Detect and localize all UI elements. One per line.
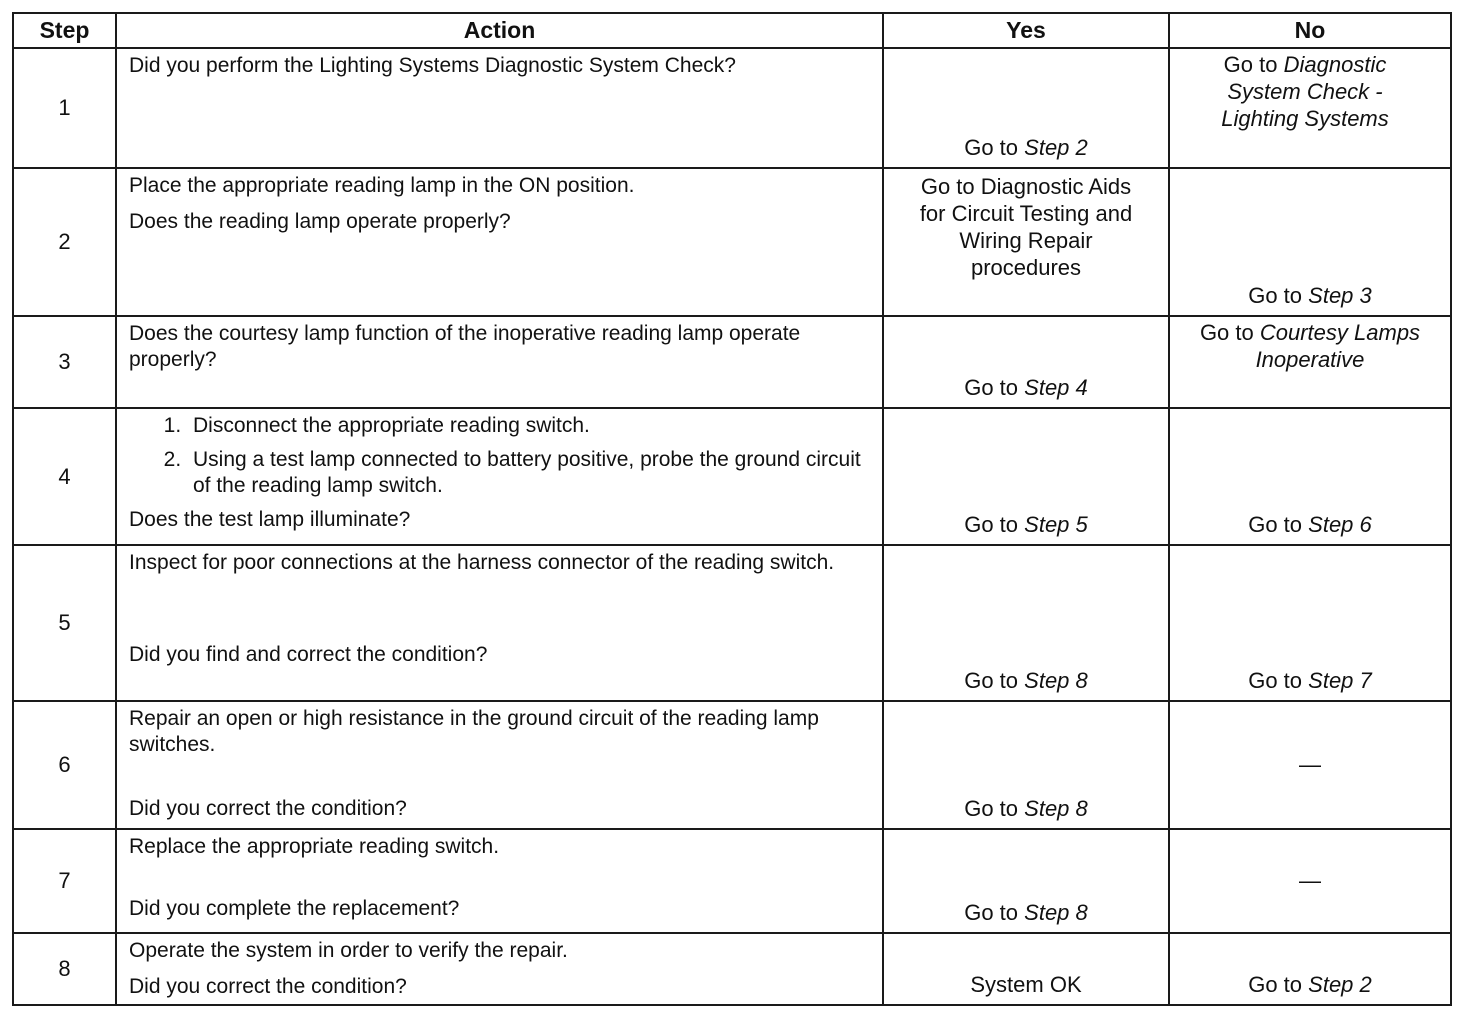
action-cell — [116, 408, 883, 545]
yes-cell — [883, 48, 1169, 168]
yes-prefix: Go to — [964, 375, 1019, 400]
action-question: Does the courtesy lamp function of the inoperative reading lamp operate properly? — [129, 322, 801, 371]
step-number: 8 — [13, 933, 116, 1005]
table-row — [13, 545, 1451, 701]
yes-cell: System OK — [883, 933, 1169, 1005]
no-prefix: Go to — [1248, 512, 1303, 537]
action-instruction: Place the appropriate reading lamp in the ON position. — [129, 174, 635, 197]
no-cell — [1169, 316, 1451, 408]
action-cell — [116, 545, 883, 701]
action-cell — [116, 701, 883, 829]
action-question: Does the test lamp illuminate? — [129, 508, 411, 531]
yes-cell — [883, 316, 1169, 408]
no-ref: Diagnostic System Check - Lighting Systems — [1221, 52, 1389, 131]
no-cell — [1169, 545, 1451, 701]
action-instruction: Repair an open or high resistance in the ground circuit of the reading lamp switches. — [129, 707, 819, 756]
no-cell — [1169, 933, 1451, 1005]
step-number: 7 — [13, 829, 116, 933]
header-action: Action — [116, 13, 883, 48]
no-prefix: Go to — [1248, 668, 1303, 693]
yes-ref: Step 8 — [1024, 668, 1088, 693]
action-cell — [116, 829, 883, 933]
action-question: Did you find and correct the condition? — [129, 643, 488, 666]
action-question: Did you complete the replacement? — [129, 897, 460, 920]
no-prefix: Go to — [1223, 52, 1278, 77]
header-step: Step — [13, 13, 116, 48]
step-number: 5 — [13, 545, 116, 701]
yes-cell — [883, 701, 1169, 829]
step-number: 6 — [13, 701, 116, 829]
no-prefix: Go to — [1248, 283, 1303, 308]
yes-prefix: Go to — [964, 900, 1019, 925]
yes-cell: Go to Diagnostic Aids for Circuit Testing and Wiring Repair procedures — [883, 168, 1169, 316]
no-cell — [1169, 168, 1451, 316]
action-instruction: Replace the appropriate reading switch. — [129, 835, 500, 858]
yes-cell — [883, 408, 1169, 545]
header-row — [13, 13, 1451, 48]
table-row — [13, 933, 1451, 1005]
action-question: Did you correct the condition? — [129, 797, 407, 820]
action-question: Does the reading lamp operate properly? — [129, 210, 511, 233]
action-question: Did you perform the Lighting Systems Diagnostic System Check? — [129, 54, 736, 77]
step-number: 4 — [13, 408, 116, 545]
yes-prefix: Go to — [964, 796, 1019, 821]
table-row — [13, 408, 1451, 545]
no-ref: Courtesy Lamps Inoperative — [1255, 320, 1421, 372]
yes-cell — [883, 829, 1169, 933]
action-cell — [116, 933, 883, 1005]
table-row — [13, 48, 1451, 168]
no-ref: Step 3 — [1308, 283, 1372, 308]
action-cell — [116, 168, 883, 316]
no-ref: Step 2 — [1308, 972, 1372, 997]
yes-ref: Step 2 — [1024, 135, 1088, 160]
table-row — [13, 316, 1451, 408]
action-instruction: Operate the system in order to verify the repair. — [129, 939, 568, 962]
header-no: No — [1169, 13, 1451, 48]
yes-ref: Step 8 — [1024, 796, 1088, 821]
yes-cell — [883, 545, 1169, 701]
yes-prefix: Go to — [964, 668, 1019, 693]
table-row — [13, 701, 1451, 829]
action-cell — [116, 316, 883, 408]
header-yes: Yes — [883, 13, 1169, 48]
yes-ref: Step 4 — [1024, 375, 1088, 400]
yes-prefix: Go to — [964, 135, 1019, 160]
no-cell — [1169, 408, 1451, 545]
action-steps-list — [129, 413, 872, 499]
no-cell: — — [1169, 829, 1451, 933]
no-prefix: Go to — [1199, 320, 1254, 345]
no-ref: Step 7 — [1308, 668, 1372, 693]
no-cell: — — [1169, 701, 1451, 829]
list-item: 1. Disconnect the appropriate reading switch. — [187, 413, 872, 439]
step-number: 3 — [13, 316, 116, 408]
action-question: Did you correct the condition? — [129, 975, 407, 998]
step-number: 2 — [13, 168, 116, 316]
no-cell — [1169, 48, 1451, 168]
no-ref: Step 6 — [1308, 512, 1372, 537]
action-cell — [116, 48, 883, 168]
list-item: 2. Using a test lamp connected to battery positive, probe the ground circuit of the reading lamp switch. — [187, 447, 872, 499]
yes-ref: Step 8 — [1024, 900, 1088, 925]
table-row — [13, 829, 1451, 933]
no-prefix: Go to — [1248, 972, 1303, 997]
action-instruction: Inspect for poor connections at the harness connector of the reading switch. — [129, 551, 835, 574]
step-number: 1 — [13, 48, 116, 168]
yes-ref: Step 5 — [1024, 512, 1088, 537]
diagnostic-table — [12, 12, 1452, 1006]
table-row — [13, 168, 1451, 316]
yes-prefix: Go to — [964, 512, 1019, 537]
